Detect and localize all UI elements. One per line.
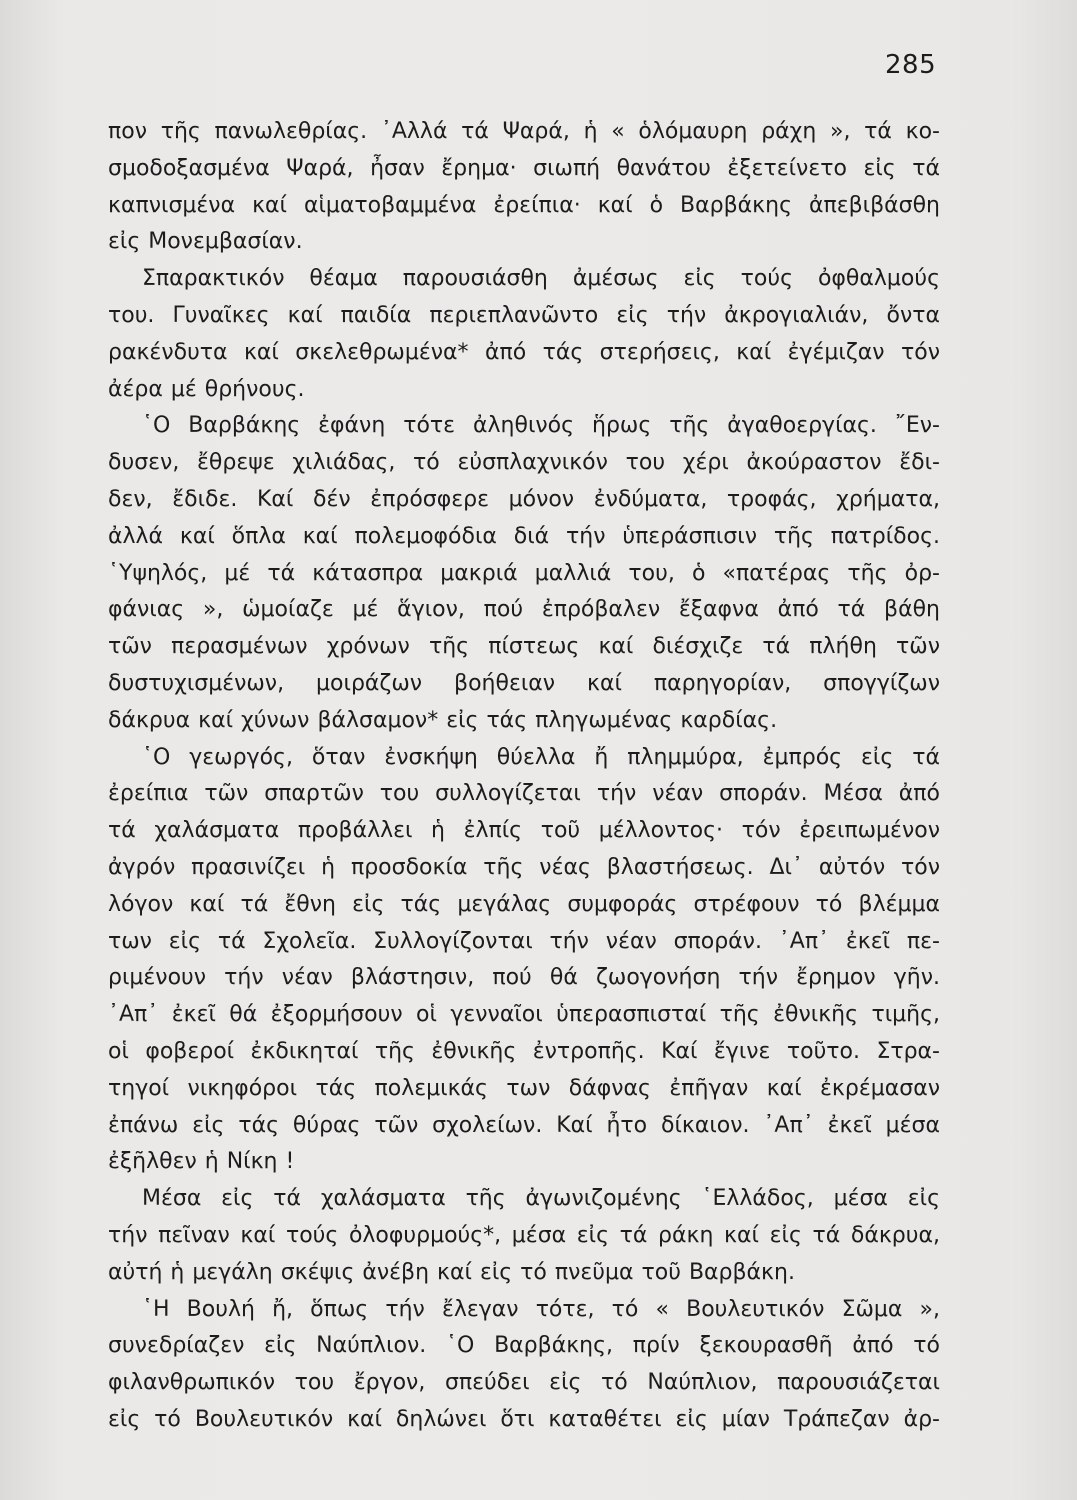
text-line: φιλανθρωπικόν του ἔργον, σπεύδει εἰς τό Ναύπλιον, παρουσιάζεται [108,1370,940,1396]
text-line: Σπαρακτικόν θέαμα παρουσιάσθη ἀμέσως εἰς τούς ὀφθαλμούς [142,266,940,292]
text-line: δυσεν, ἔθρεψε χιλιάδας, τό εὐσπλαχνικόν του χέρι ἀκούραστον ἔδι- [108,450,940,476]
text-line: δάκρυα καί χύνων βάλσαμον* εἰς τάς πληγωμένας καρδίας. [108,707,778,733]
text-line: ῾Υψηλός, μέ τά κάτασπρα μακριά μαλλιά του, ὁ «πατέρας τῆς ὀρ- [108,560,940,586]
text-line: ἀγρόν πρασινίζει ἡ προσδοκία τῆς νέας βλαστήσεως. Δι᾽ αὐτόν τόν [108,854,940,880]
text-line: Μέσα εἰς τά χαλάσματα τῆς ἀγωνιζομένης ῾Ελλάδος, μέσα εἰς [142,1186,940,1212]
text-line: του. Γυναῖκες καί παιδία περιεπλανῶντο εἰς τήν ἀκρογιαλιάν, ὄντα [108,302,940,328]
text-line: φάνιας », ὡμοίαζε μέ ἅγιον, πού ἐπρόβαλεν ἔξαφνα ἀπό τά βάθη [108,597,940,623]
text-line: τά χαλάσματα προβάλλει ἡ ἐλπίς τοῦ μέλλοντος· τόν ἐρειπωμένον [108,818,940,844]
text-line: ῾Ο γεωργός, ὅταν ἐνσκήψη θύελλα ἤ πλημμύρα, ἐμπρός εἰς τά [142,744,940,770]
text-line: τῶν περασμένων χρόνων τῆς πίστεως καί διέσχιζε τά πλήθη τῶν [108,634,940,660]
text-line: των εἰς τά Σχολεῖα. Συλλογίζονται τήν νέαν σποράν. ᾽Απ᾽ ἐκεῖ πε- [108,928,940,954]
text-line: σμοδοξασμένα Ψαρά, ἦσαν ἔρημα· σιωπή θανάτου ἐξετείνετο εἰς τά [108,155,940,181]
text-line: εἰς τό Βουλευτικόν καί δηλώνει ὅτι καταθέτει εἰς μίαν Τράπεζαν ἀρ- [108,1406,940,1432]
text-line: οἱ φοβεροί ἐκδικηταί τῆς ἐθνικῆς ἐντροπῆς. Καί ἔγινε τοῦτο. Στρα- [108,1038,940,1064]
text-line: ἐπάνω εἰς τάς θύρας τῶν σχολείων. Καί ἦτο δίκαιον. ᾽Απ᾽ ἐκεῖ μέσα [108,1112,940,1138]
text-line: ἐξῆλθεν ἡ Νίκη ! [108,1149,295,1175]
text-line: δυστυχισμένων, μοιράζων βοήθειαν καί παρηγορίαν, σπογγίζων [108,670,940,696]
text-line: λόγον καί τά ἔθνη εἰς τάς μεγάλας συμφοράς στρέφουν τό βλέμμα [108,891,940,917]
text-line: ρακένδυτα καί σκελεθρωμένα* ἀπό τάς στερήσεις, καί ἐγέμιζαν τόν [108,339,940,365]
text-line: τηγοί νικηφόροι τάς πολεμικάς των δάφνας ἐπῆγαν καί ἐκρέμασαν [108,1075,940,1101]
text-line: δεν, ἔδιδε. Καί δέν ἐπρόσφερε μόνον ἐνδύματα, τροφάς, χρήματα, [108,486,940,512]
text-line: ῾Η Βουλή ἤ, ὅπως τήν ἔλεγαν τότε, τό « Βουλευτικόν Σῶμα », [142,1296,940,1322]
text-line: ῾Ο Βαρβάκης ἐφάνη τότε ἀληθινός ἥρως τῆς ἀγαθοεργίας. ῎Εν- [142,413,940,439]
text-line: τήν πεῖναν καί τούς ὀλοφυρμούς*, μέσα εἰς τά ράκη καί εἰς τά δάκρυα, [108,1222,940,1248]
text-line: ἀλλά καί ὅπλα καί πολεμοφόδια διά τήν ὑπεράσπισιν τῆς πατρίδος. [108,523,940,549]
text-line: ριμένουν τήν νέαν βλάστησιν, πού θά ζωογονήση τήν ἔρημον γῆν. [108,965,940,991]
body-text [108,114,940,1439]
text-line: ἀέρα μέ θρήνους. [108,376,305,402]
text-line: αὐτή ἡ μεγάλη σκέψις ἀνέβη καί εἰς τό πνεῦμα τοῦ Βαρβάκη. [108,1259,795,1285]
text-line: συνεδρίαζεν εἰς Ναύπλιον. ῾Ο Βαρβάκης, πρίν ξεκουρασθῆ ἀπό τό [108,1333,940,1359]
text-line: εἰς Μονεμβασίαν. [108,229,303,255]
page-number: 285 [885,50,937,80]
text-line: καπνισμένα καί αἱματοβαμμένα ἐρείπια· καί ὁ Βαρβάκης ἀπεβιβάσθη [108,192,940,218]
text-line: πον τῆς πανωλεθρίας. ᾽Αλλά τά Ψαρά, ἡ « ὁλόμαυρη ράχη », τά κο- [108,119,940,144]
text-line: ᾽Απ᾽ ἐκεῖ θά ἐξορμήσουν οἱ γενναῖοι ὑπερασπισταί τῆς ἐθνικῆς τιμῆς, [108,1002,940,1028]
text-line: ἐρείπια τῶν σπαρτῶν του συλλογίζεται τήν νέαν σποράν. Μέσα ἀπό [108,781,940,807]
